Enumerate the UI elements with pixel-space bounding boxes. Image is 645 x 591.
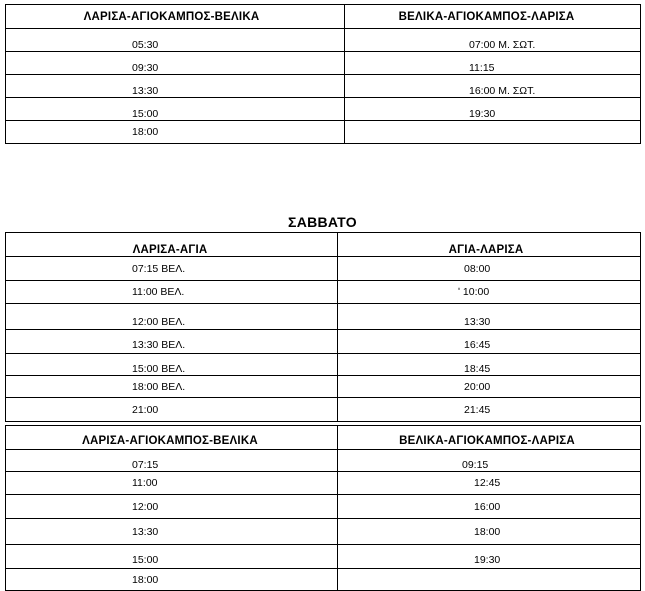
table-row xyxy=(6,545,641,569)
departure-time: 05:30 xyxy=(6,29,345,52)
table-row xyxy=(6,354,641,376)
table-row xyxy=(6,569,641,591)
table-header-row xyxy=(6,426,641,450)
departure-time: 18:00 xyxy=(6,569,338,591)
table-header-row xyxy=(6,5,641,29)
column-header: ΒΕΛΙΚΑ-ΑΓΙΟΚΑΜΠΟΣ-ΛΑΡΙΣΑ xyxy=(338,426,641,450)
departure-time: 19:30 xyxy=(338,545,641,569)
table-row xyxy=(6,121,641,144)
departure-time: 18:45 xyxy=(338,354,641,376)
departure-time: 19:30 xyxy=(345,98,641,121)
departure-time: 07:15 ΒΕΛ. xyxy=(6,257,338,281)
column-header: ΛΑΡΙΣΑ-ΑΓΙΟΚΑΜΠΟΣ-ΒΕΛΙΚΑ xyxy=(6,5,345,29)
departure-time: 21:00 xyxy=(6,398,338,422)
departure-time: 13:30 xyxy=(6,75,345,98)
column-header: ΛΑΡΙΣΑ-ΑΓΙΑ xyxy=(6,233,338,257)
departure-time: 20:00 xyxy=(338,376,641,398)
departure-time: 12:00 ΒΕΛ. xyxy=(6,304,338,330)
empty-cell xyxy=(345,121,641,144)
weekday-schedule-table xyxy=(5,4,641,144)
column-header: ΑΓΙΑ-ΛΑΡΙΣΑ xyxy=(338,233,641,257)
table-row xyxy=(6,29,641,52)
table-row xyxy=(6,495,641,519)
departure-time: 18:00 xyxy=(338,519,641,545)
departure-time: 16:45 xyxy=(338,330,641,354)
departure-time: 15:00 ΒΕΛ. xyxy=(6,354,338,376)
departure-time: 15:00 xyxy=(6,545,338,569)
departure-time: 21:45 xyxy=(338,398,641,422)
table-row xyxy=(6,98,641,121)
table-row xyxy=(6,450,641,472)
departure-time: ʹ 10:00 xyxy=(338,281,641,304)
departure-time: 18:00 xyxy=(6,121,345,144)
departure-time: 09:15 xyxy=(338,450,641,472)
column-header: ΒΕΛΙΚΑ-ΑΓΙΟΚΑΜΠΟΣ-ΛΑΡΙΣΑ xyxy=(345,5,641,29)
departure-time: 13:30 ΒΕΛ. xyxy=(6,330,338,354)
departure-time: 07:15 xyxy=(6,450,338,472)
departure-time: 07:00 Μ. ΣΩΤ. xyxy=(345,29,641,52)
departure-time: 11:00 xyxy=(6,472,338,495)
table-row xyxy=(6,472,641,495)
table-header-row xyxy=(6,233,641,257)
departure-time: 16:00 xyxy=(338,495,641,519)
departure-time: 15:00 xyxy=(6,98,345,121)
departure-time: 13:30 xyxy=(6,519,338,545)
saturday-agia-table xyxy=(5,232,641,422)
section-title-saturday: ΣΑΒΒΑΤΟ xyxy=(288,214,357,230)
table-row xyxy=(6,398,641,422)
table-row xyxy=(6,75,641,98)
departure-time: 12:00 xyxy=(6,495,338,519)
departure-time: 18:00 ΒΕΛ. xyxy=(6,376,338,398)
departure-time: 08:00 xyxy=(338,257,641,281)
departure-time: 11:00 ΒΕΛ. xyxy=(6,281,338,304)
table-row xyxy=(6,257,641,281)
departure-time: 12:45 xyxy=(338,472,641,495)
departure-time: 11:15 xyxy=(345,52,641,75)
table-row xyxy=(6,519,641,545)
table-row xyxy=(6,330,641,354)
empty-cell xyxy=(338,569,641,591)
table-row xyxy=(6,52,641,75)
saturday-agiokampos-table xyxy=(5,425,641,591)
table-row xyxy=(6,304,641,330)
table-row xyxy=(6,376,641,398)
departure-time: 16:00 Μ. ΣΩΤ. xyxy=(345,75,641,98)
column-header: ΛΑΡΙΣΑ-ΑΓΙΟΚΑΜΠΟΣ-ΒΕΛΙΚΑ xyxy=(6,426,338,450)
departure-time: 09:30 xyxy=(6,52,345,75)
departure-time: 13:30 xyxy=(338,304,641,330)
table-row xyxy=(6,281,641,304)
